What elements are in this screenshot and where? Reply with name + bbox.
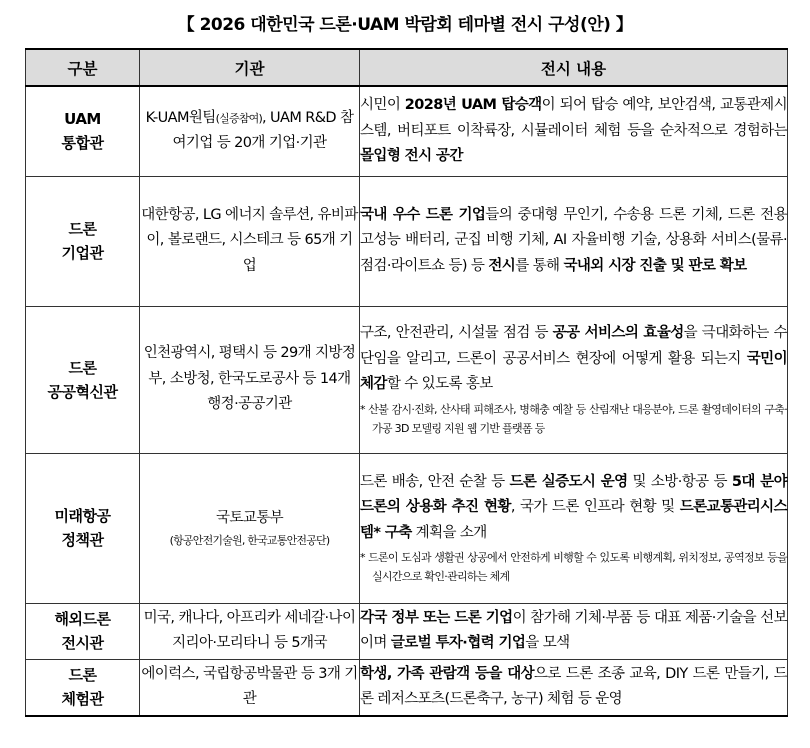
row-content — [360, 176, 788, 306]
row-category — [26, 603, 140, 659]
content-emphasis: 각국 정부 또는 드론 기업 — [360, 609, 513, 626]
content-emphasis: 공공 서비스의 효율성 — [552, 325, 684, 342]
category-line: 드론 — [68, 220, 97, 238]
organization-note: (실증참여) — [215, 111, 262, 125]
row-content — [360, 453, 788, 603]
row-organization — [140, 603, 360, 659]
table-row — [26, 603, 788, 659]
content-paragraph — [360, 662, 787, 713]
content-emphasis: 국내 우수 드론 기업 — [360, 206, 486, 223]
content-footnote: * 산불 감시·진화, 산사태 피해조사, 병해충 예찰 등 산림재난 대응분야, 드론 촬영데이터의 구축·가공 3D 모델링 지원 웹 기반 플랫폼 등 — [360, 402, 787, 435]
row-organization — [140, 86, 360, 176]
content-paragraph — [360, 321, 787, 398]
content-text: 를 통해 — [515, 257, 564, 274]
row-category — [26, 176, 140, 306]
row-organization — [140, 176, 360, 306]
header-category: 구분 — [26, 49, 140, 86]
organization-text: 미국, 캐나다, 아프리카 세네갈·나이지리아·모리타니 등 5개국 — [143, 609, 356, 651]
content-paragraph — [360, 93, 787, 170]
content-emphasis: 2028년 UAM 탑승객 — [404, 97, 542, 113]
organization-text: 국토교통부 — [215, 510, 284, 527]
content-paragraph — [360, 203, 787, 280]
category-line: 공공혁신관 — [47, 382, 118, 401]
row-organization — [140, 659, 360, 716]
header-organization: 기관 — [140, 49, 360, 86]
category-line: 미래항공 — [54, 507, 111, 525]
organization-text: 대한항공, LG 에너지 솔루션, 유비파이, 볼로랜드, 시스테크 등 65개 기업 — [141, 206, 358, 274]
row-content — [360, 86, 788, 176]
content-emphasis: 국민이 체감 — [360, 350, 787, 393]
content-text: 이 참가해 기체·부품 등 대표 제품·기술을 선보이며 — [360, 609, 787, 651]
organization-text: 인천광역시, 평택시 등 29개 지방정부, 소방청, 한국도로공사 등 14개 행정·공공기관 — [143, 345, 356, 413]
row-content — [360, 659, 788, 716]
category-line: 정책관 — [61, 531, 104, 549]
table-row — [26, 306, 788, 453]
content-text: 을 극대화하는 수단임을 알리고, 드론이 공공서비스 현장에 어떻게 활용 되는지 — [360, 325, 787, 367]
category-line: UAM — [64, 110, 101, 129]
category-line: 해외드론 — [54, 610, 111, 628]
content-emphasis: 학생, 가족 관람객 등을 대상 — [360, 665, 535, 682]
content-text: , 국가 드론 인프라 현황 및 — [510, 499, 680, 516]
content-text: 및 소방·항공 등 — [627, 473, 732, 490]
category-line: 드론 — [68, 666, 97, 685]
category-line: 전시관 — [61, 634, 104, 652]
table-row — [26, 453, 788, 603]
exhibition-table — [25, 48, 788, 717]
content-text: 으로 드론 조종 교육, DIY 드론 만들기, 드론 레저스포츠(드론축구, 농구) 체험 등 운영 — [360, 665, 787, 708]
row-category — [26, 306, 140, 453]
content-text: 구조, 안전관리, 시설물 점검 등 — [360, 325, 553, 342]
content-emphasis: 드론 실증도시 운영 — [509, 473, 628, 490]
organization-text-rest: , UAM R&D 참여기업 등 20개 기업·기관 — [172, 109, 354, 152]
row-organization — [140, 453, 360, 603]
row-content — [360, 603, 788, 659]
content-text: 계획을 소개 — [411, 524, 487, 541]
header-row — [26, 49, 788, 86]
category-line: 통합관 — [61, 134, 104, 153]
category-line: 체험관 — [61, 690, 104, 709]
row-category — [26, 86, 140, 176]
content-emphasis: 몰입형 전시 공간 — [360, 148, 463, 164]
organization-text: 에이럭스, 국립항공박물관 등 3개 기관 — [141, 665, 358, 708]
content-emphasis: 전시 — [488, 257, 516, 274]
category-line: 기업관 — [61, 244, 104, 262]
row-organization — [140, 306, 360, 453]
content-emphasis: 5대 분야 드론의 상용화 추진 현황 — [360, 473, 787, 516]
category-line: 드론 — [68, 358, 97, 377]
organization-affiliates: (항공안전기술원, 한국교통안전공단) — [169, 533, 330, 547]
content-emphasis: 글로벌 투자·협력 기업 — [390, 635, 526, 651]
table-row — [26, 176, 788, 306]
header-content: 전시 내용 — [360, 49, 788, 86]
content-text: 시민이 — [360, 97, 405, 113]
content-emphasis: 국내외 시장 진출 및 판로 확보 — [563, 257, 747, 274]
content-text: 할 수 있도록 홍보 — [386, 376, 493, 393]
row-content — [360, 306, 788, 453]
content-text: 을 모색 — [525, 635, 570, 651]
content-emphasis: 드론교통관리시스템* 구축 — [360, 499, 787, 541]
content-text: 이 되어 탑승 예약, 보안검색, 교통관제시스템, 버티포트 이착륙장, 시뮬레이터 체험 등을 순차적으로 경험하는 — [360, 97, 787, 139]
row-category — [26, 659, 140, 716]
content-paragraph — [360, 606, 787, 657]
row-category — [26, 453, 140, 603]
content-text: 드론 배송, 안전 순찰 등 — [360, 473, 510, 490]
document-title: 【 2026 대한민국 드론·UAM 박람회 테마별 전시 구성(안) 】 — [177, 15, 633, 35]
table-row — [26, 659, 788, 716]
organization-text: K-UAM원팀 — [145, 109, 216, 126]
content-paragraph — [360, 470, 787, 547]
table-row — [26, 86, 788, 176]
content-text: 들의 중대형 무인기, 수송용 드론 기체, 드론 전용 고성능 배터리, 군집 비행 기체, AI 자율비행 기술, 상용화 서비스(물류·점검·라이트쇼 등) 등 — [360, 206, 787, 274]
content-footnote: * 드론이 도심과 생활권 상공에서 안전하게 비행할 수 있도록 비행계획, 위치정보, 공역정보 등을 실시간으로 확인·관리하는 체계 — [360, 551, 787, 584]
